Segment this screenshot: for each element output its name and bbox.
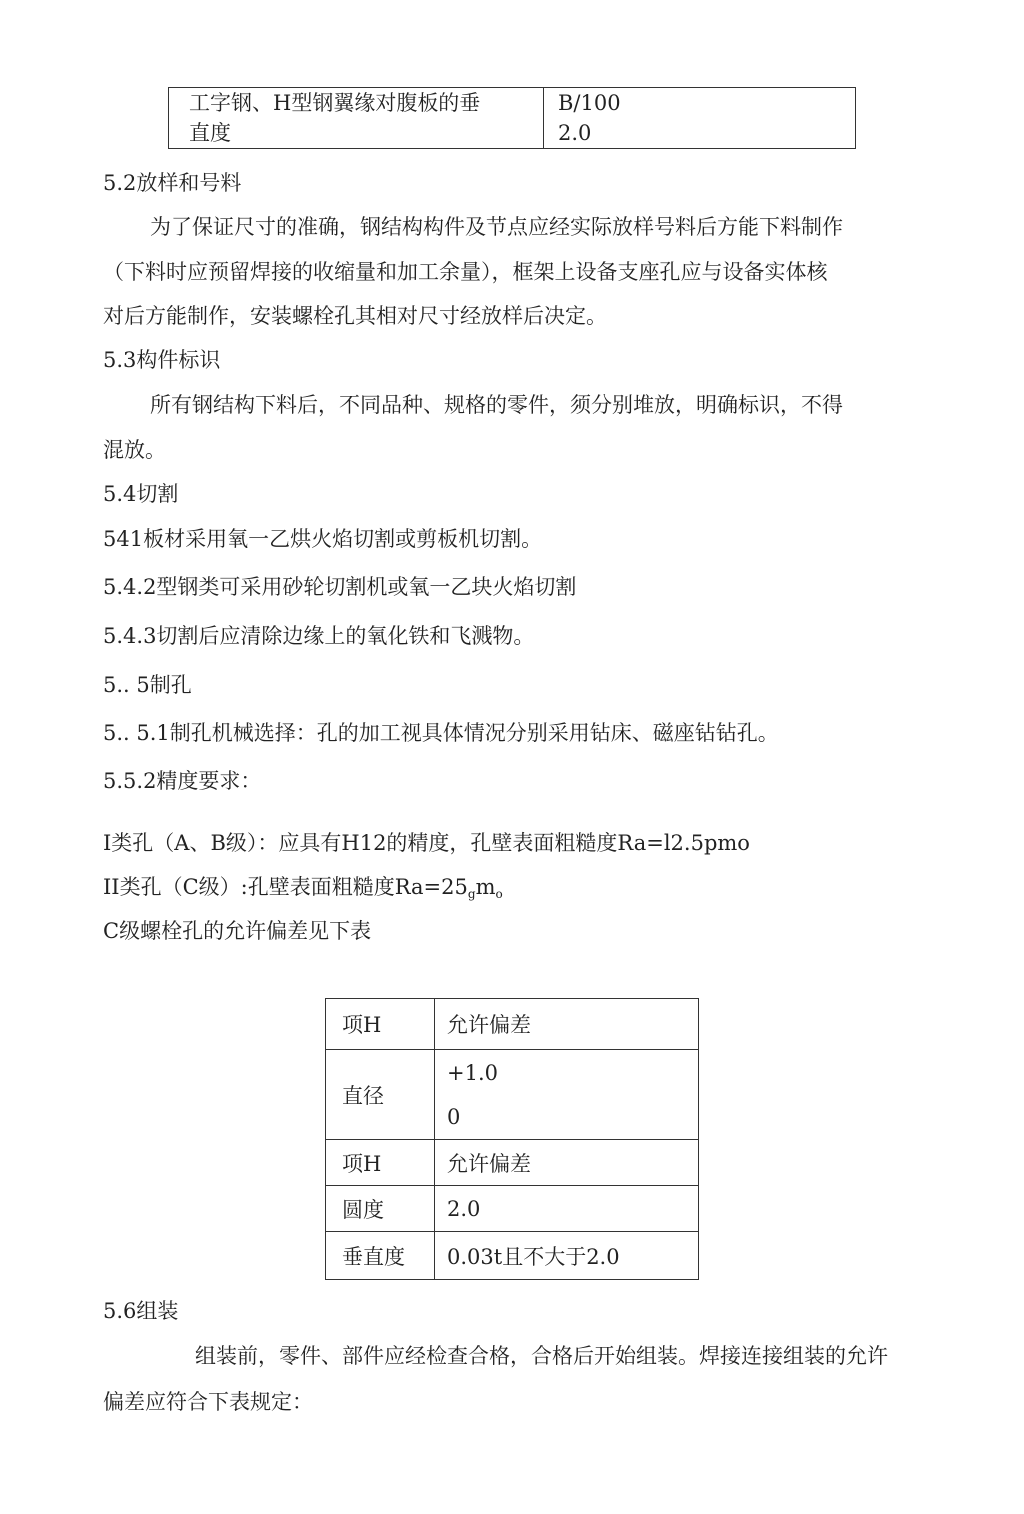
table-row — [326, 1050, 699, 1140]
paragraph-line: 偏差应符合下表规定： — [103, 1390, 313, 1414]
cell-text: 2.0 — [558, 121, 592, 145]
class2-subscript: g — [467, 887, 476, 901]
table-cell-value — [435, 1050, 699, 1140]
list-item: 5.5.2精度要求： — [103, 769, 262, 793]
section-heading-5-6: 5.6组装 — [103, 1299, 179, 1323]
table-cell-value — [544, 88, 856, 149]
table-cell-value: 0.03t且不大于2.0 — [435, 1232, 699, 1280]
class2-text: II类孔（C级）:孔壁表面粗糙度Ra=25 — [103, 875, 468, 899]
hole-class-1: I类孔（A、B级）：应具有H12的精度，孔壁表面粗糙度Ra=l2.5pmo — [103, 831, 750, 855]
bolt-hole-tolerance-table — [325, 998, 699, 1280]
paragraph-line: 混放。 — [103, 438, 166, 462]
class2-unit: m — [475, 875, 496, 899]
paragraph-line: （下料时应预留焊接的收缩量和加工余量），框架上设备支座孔应与设备实体核 — [103, 260, 828, 284]
list-item: 5.4.3切割后应清除边缘上的氧化铁和飞溅物。 — [103, 624, 535, 648]
table-cell-label — [169, 88, 544, 149]
table-cell-key: 垂直度 — [326, 1232, 435, 1280]
table-cell-value: 允许偏差 — [435, 999, 699, 1050]
paragraph-line: 所有钢结构下料后，不同品种、规格的零件，须分别堆放，明确标识，不得 — [150, 393, 843, 417]
flange-perpendicularity-table — [168, 87, 856, 149]
table-cell-value: 2.0 — [435, 1186, 699, 1232]
table-row — [169, 88, 856, 149]
section-heading-5-4: 5.4切割 — [103, 482, 179, 506]
cell-text: 直度 — [189, 121, 231, 145]
table-cell-key: 项H — [326, 1140, 435, 1186]
cell-text: B/100 — [558, 91, 621, 115]
paragraph-line: 对后方能制作，安装螺栓孔其相对尺寸经放样后决定。 — [103, 304, 607, 328]
table-cell-key: 直径 — [326, 1050, 435, 1140]
cell-text: 0 — [447, 1104, 461, 1129]
table-row — [326, 1232, 699, 1280]
list-item: 5.. 5.1制孔机械选择：孔的加工视具体情况分别采用钻床、磁座钻钻孔。 — [103, 721, 779, 745]
paragraph-line: 组装前，零件、部件应经检查合格，合格后开始组装。焊接连接组装的允许 — [195, 1344, 888, 1368]
table-cell-key: 圆度 — [326, 1186, 435, 1232]
list-item: 5.4.2型钢类可采用砂轮切割机或氧一乙块火焰切割 — [103, 575, 577, 599]
cell-text: +1.0 — [447, 1060, 498, 1085]
list-item: 541板材采用氧一乙烘火焰切割或剪板机切割。 — [103, 527, 543, 551]
table-cell-key: 项H — [326, 999, 435, 1050]
section-heading-5-2: 5.2放样和号料 — [103, 171, 242, 195]
section-heading-5-5: 5.. 5制孔 — [103, 673, 192, 697]
table-row — [326, 999, 699, 1050]
section-heading-5-3: 5.3构件标识 — [103, 348, 221, 372]
table-caption: C级螺栓孔的允许偏差见下表 — [103, 919, 372, 943]
table-row — [326, 1140, 699, 1186]
cell-text: 工字钢、H型钢翼缘对腹板的垂 — [189, 91, 481, 115]
class2-subscript: o — [495, 887, 503, 901]
table-cell-value: 允许偏差 — [435, 1140, 699, 1186]
paragraph-line: 为了保证尺寸的准确，钢结构构件及节点应经实际放样号料后方能下料制作 — [150, 215, 843, 239]
hole-class-2 — [103, 871, 503, 901]
table-row — [326, 1186, 699, 1232]
